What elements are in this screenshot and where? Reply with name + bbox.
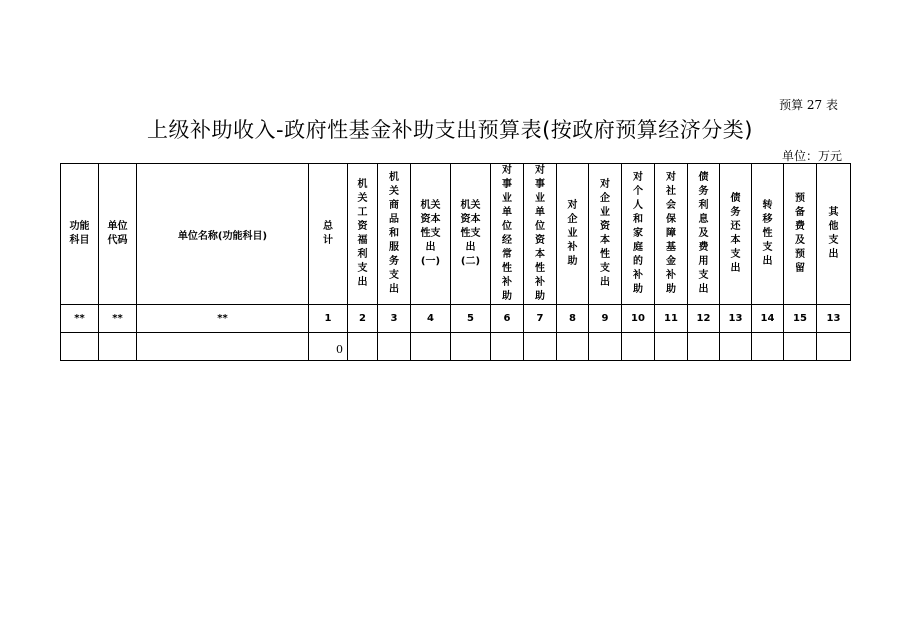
table-cell (451, 333, 491, 361)
index-cell: 8 (557, 305, 589, 333)
index-cell: 2 (348, 305, 378, 333)
table-cell (99, 333, 137, 361)
index-cell: 7 (524, 305, 557, 333)
col-14: 预备费及预留 (784, 164, 817, 305)
table-cell (688, 333, 720, 361)
col-3: 机关资本性支出(一) (411, 164, 451, 305)
index-cell: 10 (622, 305, 655, 333)
table-cell (378, 333, 411, 361)
index-cell: 6 (491, 305, 524, 333)
col-4: 机关资本性支出(二) (451, 164, 491, 305)
header-row (61, 164, 851, 305)
index-row (61, 305, 851, 333)
index-cell: 11 (655, 305, 688, 333)
table-cell (61, 333, 99, 361)
index-cell: 1 (309, 305, 348, 333)
index-cell: ** (137, 305, 309, 333)
table-cell (524, 333, 557, 361)
col-10: 对社会保障基金补助 (655, 164, 688, 305)
index-cell: 5 (451, 305, 491, 333)
index-cell: 4 (411, 305, 451, 333)
col-13: 转移性支出 (752, 164, 784, 305)
table-cell (348, 333, 378, 361)
col-1: 机关工资福利支出 (348, 164, 378, 305)
index-cell: 13 (720, 305, 752, 333)
col-12: 债务还本支出 (720, 164, 752, 305)
table-cell (720, 333, 752, 361)
col-6: 对事业单位资本性补助 (524, 164, 557, 305)
col-8: 对企业资本性支出 (589, 164, 622, 305)
table-cell (784, 333, 817, 361)
table-row (61, 333, 851, 361)
index-cell: ** (61, 305, 99, 333)
table-cell (655, 333, 688, 361)
index-cell: 9 (589, 305, 622, 333)
index-cell: 15 (784, 305, 817, 333)
col-unit-name: 单位名称(功能科目) (137, 164, 309, 305)
unit-label: 单位：万元 (781, 149, 842, 163)
form-number: 预算 27 表 (779, 98, 838, 112)
index-cell: 12 (688, 305, 720, 333)
col-unit-code: 单位代码 (99, 164, 137, 305)
total-cell: 0 (309, 333, 348, 361)
col-15: 其他支出 (817, 164, 851, 305)
table-cell (137, 333, 309, 361)
page-title: 上级补助收入-政府性基金补助支出预算表(按政府预算经济分类) (147, 118, 753, 142)
col-9: 对个人和家庭的补助 (622, 164, 655, 305)
col-total: 总计 (309, 164, 348, 305)
table-cell (491, 333, 524, 361)
col-func-subject: 功能科目 (61, 164, 99, 305)
col-2: 机关商品和服务支出 (378, 164, 411, 305)
table-cell (557, 333, 589, 361)
index-cell: 14 (752, 305, 784, 333)
col-5: 对事业单位经常性补助 (491, 164, 524, 305)
col-11: 债务利息及费用支出 (688, 164, 720, 305)
index-cell: ** (99, 305, 137, 333)
table-cell (752, 333, 784, 361)
table-cell (817, 333, 851, 361)
table-cell (622, 333, 655, 361)
index-cell: 13 (817, 305, 851, 333)
table-cell (589, 333, 622, 361)
table-cell (411, 333, 451, 361)
col-7: 对企业补助 (557, 164, 589, 305)
budget-table (60, 163, 851, 361)
index-cell: 3 (378, 305, 411, 333)
